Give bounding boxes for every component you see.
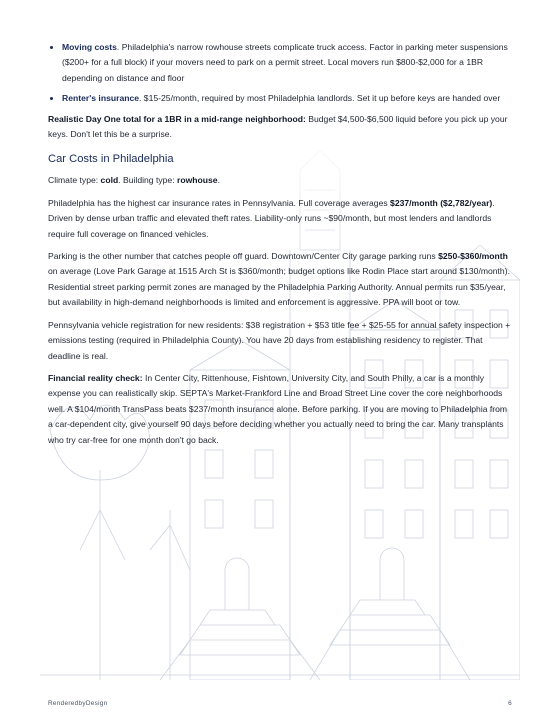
climate-line (48, 173, 514, 188)
building-value: rowhouse (176, 175, 218, 186)
bullet-lead: Moving costs (62, 42, 117, 52)
insurance-text-1: Philadelphia has the highest car insurance rates in Pennsylvania. Full coverage averages (48, 197, 391, 208)
building-label: . Building type: (118, 175, 177, 186)
list-item (62, 91, 514, 106)
reality-check-paragraph (48, 371, 514, 448)
bullet-text: . $15-25/month, required by most Philadelphia landlords. Set it up before keys are handed over (139, 93, 501, 104)
parking-text-1: Parking is the other number that catches people off guard. Downtown/Center City garage parking runs (48, 251, 439, 262)
climate-period: . (217, 175, 220, 186)
page-number: 6 (508, 700, 512, 707)
section-title: Car Costs in Philadelphia (48, 153, 174, 166)
climate-label: Climate type: (48, 175, 101, 186)
day-one-total (48, 112, 514, 143)
climate-value: cold (100, 175, 119, 186)
registration-paragraph: Pennsylvania vehicle registration for new residents: $38 registration + $53 title fee + $25-55 for annual safety inspection + emissions testing (required in Philadelphia County). You have 20 days from establishing residency to register. That deadline is real. (48, 319, 511, 361)
reality-lead: Financial reality check: (48, 372, 143, 383)
footer-brand: RenderedbyDesign (48, 700, 108, 707)
day-one-lead: Realistic Day One total for a 1BR in a mid-range neighborhood: (48, 113, 306, 124)
insurance-highlight: $237/month ($2,782/year) (390, 197, 493, 208)
bullet-lead: Renter's insurance (62, 93, 140, 104)
day-one-text: Budget $4,500-$6,500 liquid before you pick up your keys. Don't let this be a surprise. (48, 113, 508, 140)
page-footer (48, 700, 512, 707)
bullet-text: . Philadelphia's narrow rowhouse streets complicate truck access. Factor in parking meter suspensions ($200+ for a full block) if your movers need to park on a permit street. Local movers run $800-$2,000 for a 1BR depending on distance and floor (62, 42, 508, 83)
list-item (62, 40, 514, 86)
page-content (48, 40, 514, 455)
parking-highlight: $250-$360/month (438, 251, 508, 262)
insurance-text-2: . Driven by dense urban traffic and elevated theft rates. Liability-only runs ~$90/month, but most lenders and landlords require full coverage on financed vehicles. (48, 197, 495, 239)
reality-text: In Center City, Rittenhouse, Fishtown, University City, and South Philly, a car is a monthly expense you can realistically skip. SEPTA's Market-Frankford Line and Broad Street Line cover the core neighborhoods well. A $104/month TransPass beats $237/month insurance alone. Before parking. If you are moving to Philadelphia from a car-dependent city, give yourself 90 days before deciding whether you actually need to bring the car. Many transplants who try car-free for one month don't go back. (48, 372, 508, 445)
parking-paragraph (48, 249, 514, 311)
insurance-paragraph (48, 196, 514, 242)
cost-bullet-list (48, 40, 514, 107)
parking-text-2: on average (Love Park Garage at 1515 Arch St is $360/month; budget options like Rodin Place start around $130/month). Residential street parking permit zones are managed by the Philadelphia Parking Authority. Annual permits run $35/year, but availability in high-demand neighborhoods is limited and enforcement is aggressive. PPA will boot or tow. (48, 266, 510, 308)
